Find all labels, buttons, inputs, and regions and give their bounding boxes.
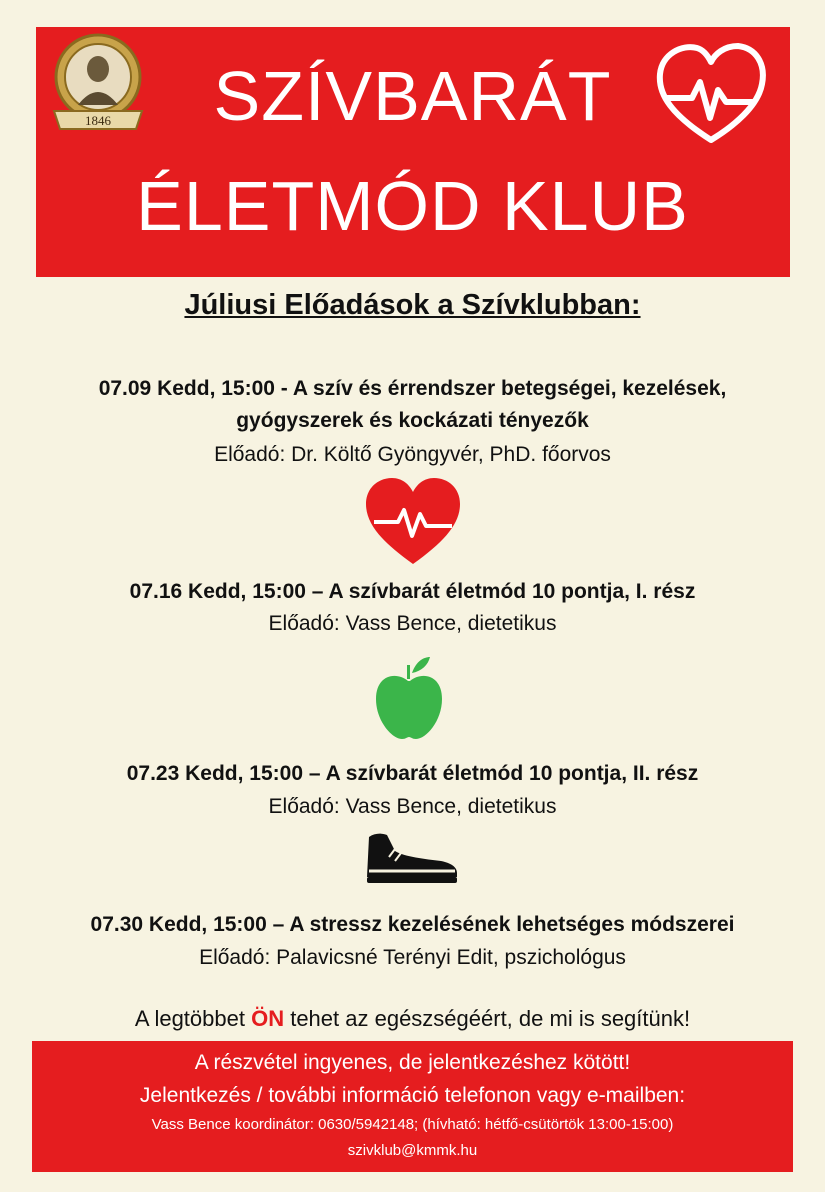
footer-free-notice: A részvétel ingyenes, de jelentkezéshez kötött! bbox=[194, 1051, 631, 1074]
footer-registration-info: Jelentkezés / további információ telefonon vagy e-mailben: bbox=[139, 1084, 686, 1107]
title-line-2: ÉLETMÓD KLUB bbox=[136, 167, 689, 245]
event-4-title: 07.30 Kedd, 15:00 – A stressz kezelésének lehetséges módszerei bbox=[90, 913, 735, 936]
motto-after: tehet az egészségéért, de mi is segítünk! bbox=[284, 1006, 691, 1031]
event-2-speaker: Előadó: Vass Bence, dietetikus bbox=[268, 612, 557, 635]
event-4-speaker: Előadó: Palavicsné Terényi Edit, pszichológus bbox=[199, 946, 626, 969]
heart-outline-icon bbox=[652, 40, 770, 150]
motto-emphasis: ÖN bbox=[251, 1006, 285, 1031]
heart-pulse-icon bbox=[364, 476, 462, 566]
motto-before: A legtöbbet bbox=[134, 1006, 252, 1031]
event-1-speaker: Előadó: Dr. Költő Gyöngyvér, PhD. főorvos bbox=[214, 443, 611, 466]
motto bbox=[0, 1006, 825, 1032]
event-3-speaker: Előadó: Vass Bence, dietetikus bbox=[268, 795, 557, 818]
event-2-title: 07.16 Kedd, 15:00 – A szívbarát életmód 10 pontja, I. rész bbox=[129, 580, 696, 603]
event-1-title-line1: 07.09 Kedd, 15:00 - A szív és érrendszer betegségei, kezelések, bbox=[98, 377, 727, 400]
logo-year: 1846 bbox=[85, 113, 111, 128]
subtitle: Júliusi Előadások a Szívklubban: bbox=[184, 289, 641, 321]
footer-banner bbox=[32, 1041, 793, 1172]
footer-coordinator-phone: Vass Bence koordinátor: 0630/5942148; (hívható: hétfő-csütörtök 13:00-15:00) bbox=[151, 1116, 674, 1133]
event-3-title: 07.23 Kedd, 15:00 – A szívbarát életmód 10 pontja, II. rész bbox=[126, 762, 699, 785]
event-1-title-line2: gyógyszerek és kockázati tényezők bbox=[236, 409, 589, 432]
footer-email: szivklub@kmmk.hu bbox=[347, 1142, 478, 1159]
title-line-1: SZÍVBARÁT bbox=[213, 57, 612, 135]
sneaker-icon bbox=[365, 827, 459, 884]
apple-icon bbox=[374, 655, 444, 741]
